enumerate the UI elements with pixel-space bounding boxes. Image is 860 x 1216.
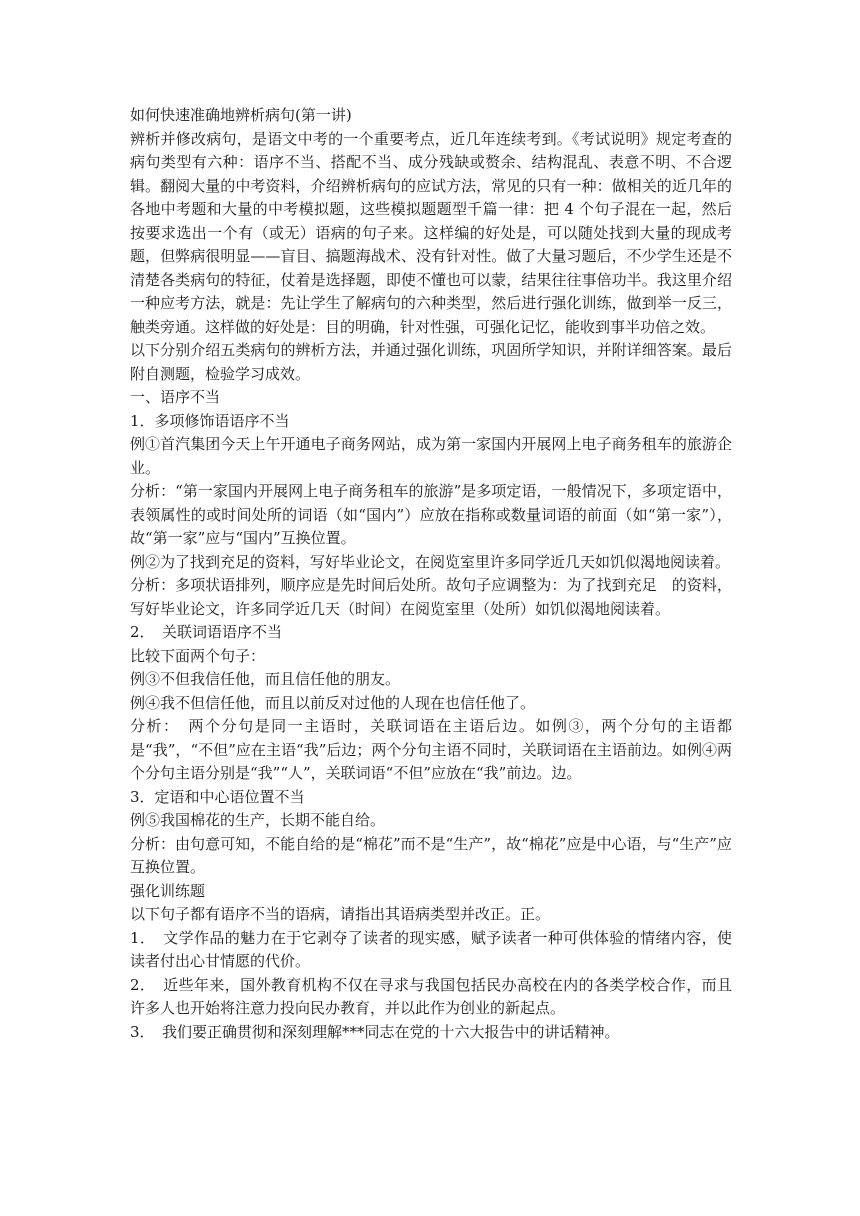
analysis-paragraph: 分析：由句意可知，不能自给的是“棉花”而不是“生产”，故“棉花”应是中心语，与“生产”应互换位置。 — [130, 834, 732, 876]
exercise-item: 1． 文学作品的魅力在于它剥夺了读者的现实感，赋予读者一种可供体验的情绪内容，使读者付出心甘情愿的代价。 — [130, 928, 732, 970]
text-paragraph: 比较下面两个句子： — [130, 646, 266, 665]
example-paragraph: 例②为了找到充足的资料，写好毕业论文，在阅览室里许多同学近几天如饥似渴地阅读着。 — [130, 552, 731, 571]
analysis-paragraph: 分析：多项状语排列，顺序应是先时间后处所。故句子应调整为：为了找到充足 的资料，写好毕业论文，许多同学近几天（时间）在阅览室里（处所）如饥似渴地阅读着。 — [130, 576, 732, 618]
analysis-paragraph: 分析： 两个分句是同一主语时，关联词语在主语后边。如例③，两个分句的主语都是“我”，“不但”应在主语“我”后边；两个分句主语不同时，关联词语在主语前边。如例④两个分句主语分别是“我”“人”，关联词语“不但”应放在“我”前边。边。 — [130, 717, 732, 782]
analysis-paragraph: 分析：“第一家国内开展网上电子商务租车的旅游”是多项定语，一般情况下，多项定语中，表领属性的或时间处所的词语（如“国内”）应放在指称或数量词语的前面（如“第一家”），故“第一家”应与“国内”互换位置。 — [130, 482, 732, 547]
exercise-item: 2． 近些年来，国外教育机构不仅在寻求与我国包括民办高校在内的各类学校合作，而且许多人也开始将注意力投向民办教育，并以此作为创业的新起点。 — [130, 975, 732, 1017]
subsection-heading: 2． 关联词语语序不当 — [130, 623, 283, 641]
paragraph-intro: 辨析并修改病句，是语文中考的一个重要考点，近几年连续考到。《考试说明》规定考查的病句类型有六种：语序不当、搭配不当、成分残缺或赘余、结构混乱、表意不明、不合逻辑。翻阅大量的中考资料，介绍辨析病句的应试方法，常见的只有一种：做相关的近几年的各地中考题和大量的中考模拟题，这些模拟题题型千篇一律：把 4 个句子混在一起，然后按要求选出一个有（或无）语病的句子来。这样编的好处是，可以随处找到大量的现成考题，但弊病很明显——盲目、搞题海战术、没有针对性。做了大量习题后，不少学生还是不清楚各类病句的特征，仗着是选择题，即使不懂也可以蒙，结果往往事倍功半。我这里介绍一种应考方法，就是：先让学生了解病句的六种类型，然后进行强化训练，做到举一反三，触类旁通。这样做的好处是：目的明确，针对性强，可强化记忆，能收到事半功倍之效。 — [130, 129, 732, 336]
example-paragraph: 例④我不但信任他，而且以前反对过他的人现在也信任他了。 — [130, 693, 536, 712]
exercise-item: 3． 我们要正确贯彻和深刻理解***同志在党的十六大报告中的讲话精神。 — [130, 1022, 620, 1041]
document-page — [130, 104, 732, 1044]
example-paragraph: 例⑤我国棉花的生产，长期不能自给。 — [130, 811, 386, 829]
exercise-instructions: 以下句子都有语序不当的语病，请指出其语病类型并改正。正。 — [130, 905, 551, 923]
section-heading: 一、语序不当 — [130, 388, 221, 406]
example-paragraph: 例①首汽集团今天上午开通电子商务网站，成为第一家国内开展网上电子商务租车的旅游企业。 — [130, 435, 732, 477]
exercise-heading: 强化训练题 — [130, 881, 206, 900]
subsection-heading: 1．多项修饰语语序不当 — [130, 411, 290, 430]
paragraph-overview: 以下分别介绍五类病句的辨析方法，并通过强化训练，巩固所学知识，并附详细答案。最后附自测题，检验学习成效。 — [130, 341, 732, 383]
example-paragraph: 例③不但我信任他，而且信任他的朋友。 — [130, 670, 401, 688]
document-title: 如何快速准确地辨析病句(第一讲) — [130, 106, 352, 124]
subsection-heading: 3．定语和中心语位置不当 — [130, 787, 305, 806]
